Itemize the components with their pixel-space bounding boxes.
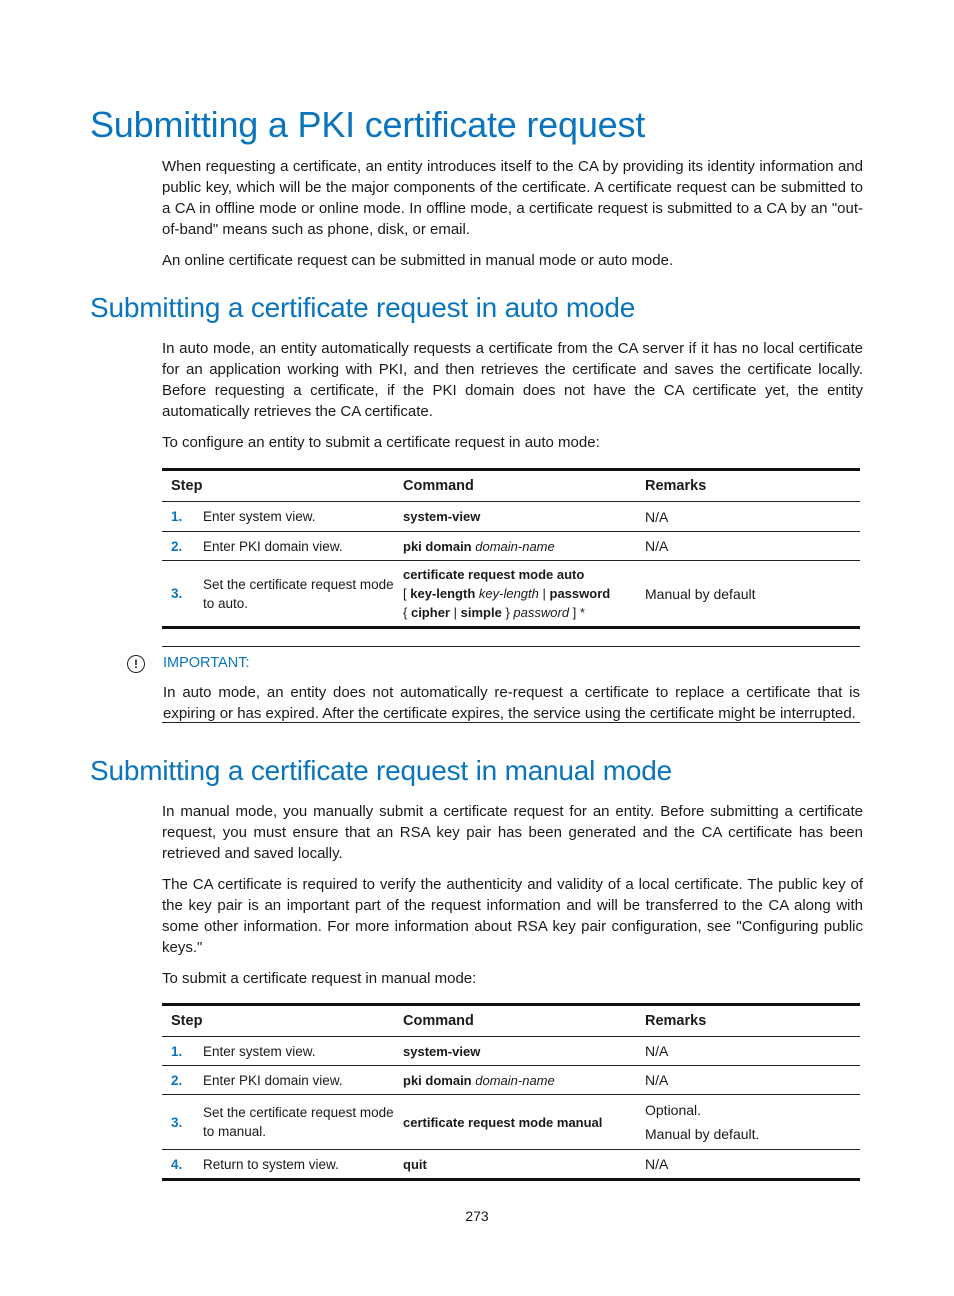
step-number: 1.	[162, 1037, 203, 1066]
auto-mode-table	[162, 468, 860, 629]
option-simple: simple	[460, 605, 502, 620]
important-label: IMPORTANT:	[163, 655, 250, 671]
step-number: 3.	[162, 561, 203, 628]
remarks-cell: Manual by default	[636, 561, 860, 628]
command-cell	[394, 532, 636, 561]
auto-paragraph-2: To configure an entity to submit a certificate request in auto mode:	[162, 434, 600, 451]
option-cipher: cipher	[410, 605, 450, 620]
step-description: Enter system view.	[203, 502, 394, 532]
remarks-cell: N/A	[636, 1066, 860, 1095]
intro-paragraph-1: When requesting a certificate, an entity introduces itself to the CA by providing its identity information and public key, which will be the major components of the certificate. A certificate request can be submitted to a CA in offline mode or online mode. In offline mode, a certificate request is submitted to a CA by an "out-of-band" means such as phone, disk, or email.	[162, 158, 863, 238]
separator: |	[542, 586, 546, 601]
step-number: 2.	[162, 1066, 203, 1095]
manual-paragraph-3: To submit a certificate request in manual mode:	[162, 970, 477, 987]
command-argument: domain-name	[475, 538, 555, 554]
remarks-cell: N/A	[636, 502, 860, 532]
table-header-row	[162, 1005, 860, 1037]
command-cell: quit	[394, 1150, 636, 1180]
option-key-length: key-length	[410, 586, 476, 601]
manual-mode-table	[162, 1003, 860, 1181]
argument-key-length: key-length	[478, 586, 539, 601]
important-bottom-rule	[162, 722, 860, 723]
separator: |	[453, 605, 457, 620]
remarks-line: Optional.	[645, 1102, 702, 1118]
step-description: Enter PKI domain view.	[203, 1066, 394, 1095]
step-number: 2.	[162, 532, 203, 561]
header-command: Command	[403, 478, 474, 494]
manual-paragraph-2: The CA certificate is required to verify the authenticity and validity of a local certificate. The public key of the key pair is an important part of the request information and will be transferred to the CA along with some other information. For more information about RSA key pair configuration, see "Configuring public keys."	[162, 876, 863, 956]
step-number: 1.	[162, 502, 203, 532]
remarks-line: Manual by default.	[645, 1126, 760, 1142]
step-description: Set the certificate request mode to auto.	[203, 561, 394, 628]
table-row	[162, 502, 860, 532]
bracket-open: [	[403, 586, 407, 601]
table-row	[162, 561, 860, 628]
remarks-cell	[636, 1095, 860, 1150]
command-keyword: pki domain	[403, 538, 472, 554]
page-title: Submitting a PKI certificate request	[90, 104, 646, 145]
header-command: Command	[403, 1013, 474, 1029]
command-argument: domain-name	[475, 1072, 555, 1088]
header-remarks: Remarks	[645, 478, 707, 494]
step-description: Enter PKI domain view.	[203, 532, 394, 561]
step-number: 4.	[162, 1150, 203, 1180]
command-options-line	[403, 584, 636, 603]
auto-mode-heading: Submitting a certificate request in auto mode	[90, 292, 636, 323]
argument-password: password	[513, 605, 570, 620]
command-cell: system-view	[394, 1037, 636, 1066]
table-header-row	[162, 470, 860, 502]
remarks-cell: N/A	[636, 1037, 860, 1066]
manual-paragraph-1: In manual mode, you manually submit a certificate request for an entity. Before submitting a certificate request, you must ensure that an RSA key pair has been generated and the CA certificate has been retrieved and saved locally.	[162, 803, 863, 862]
table-row	[162, 1095, 860, 1150]
table-row	[162, 1037, 860, 1066]
table-row	[162, 1066, 860, 1095]
intro-paragraph-2: An online certificate request can be submitted in manual mode or auto mode.	[162, 252, 674, 269]
manual-mode-heading: Submitting a certificate request in manual mode	[90, 755, 673, 786]
command-keyword: pki domain	[403, 1072, 472, 1088]
step-description: Enter system view.	[203, 1037, 394, 1066]
table-row	[162, 532, 860, 561]
auto-paragraph-1: In auto mode, an entity automatically requests a certificate from the CA server if it has no local certificate for an application working with PKI, and then retrieves the certificate and saves the certificate locally. Before requesting a certificate, if the PKI domain does not have the CA certificate yet, the entity automatically retrieves the CA certificate.	[162, 340, 863, 420]
header-step: Step	[171, 1013, 203, 1029]
option-password: password	[549, 586, 611, 601]
bracket-close: ] *	[572, 605, 585, 620]
header-remarks: Remarks	[645, 1013, 707, 1029]
header-step: Step	[171, 478, 203, 494]
step-number: 3.	[162, 1095, 203, 1150]
table-row	[162, 1150, 860, 1180]
important-top-rule	[162, 646, 860, 647]
remarks-cell: N/A	[636, 1150, 860, 1180]
important-text: In auto mode, an entity does not automatically re-request a certificate to replace a certificate that is expiring or has expired. After the certificate expires, the service using the certificate might be interrupted.	[163, 684, 860, 722]
step-description: Return to system view.	[203, 1150, 394, 1180]
exclamation-icon: !	[127, 655, 145, 673]
command-keyword: certificate request mode auto	[403, 567, 585, 582]
command-cell: certificate request mode manual	[394, 1095, 636, 1150]
command-cell	[394, 1066, 636, 1095]
remarks-cell: N/A	[636, 532, 860, 561]
page-number: 273	[465, 1208, 489, 1224]
brace-open: {	[403, 605, 408, 620]
command-cell: system-view	[394, 502, 636, 532]
brace-close: }	[505, 605, 510, 620]
command-options-line	[403, 603, 636, 622]
step-description: Set the certificate request mode to manual.	[203, 1095, 394, 1150]
command-cell	[394, 561, 636, 628]
